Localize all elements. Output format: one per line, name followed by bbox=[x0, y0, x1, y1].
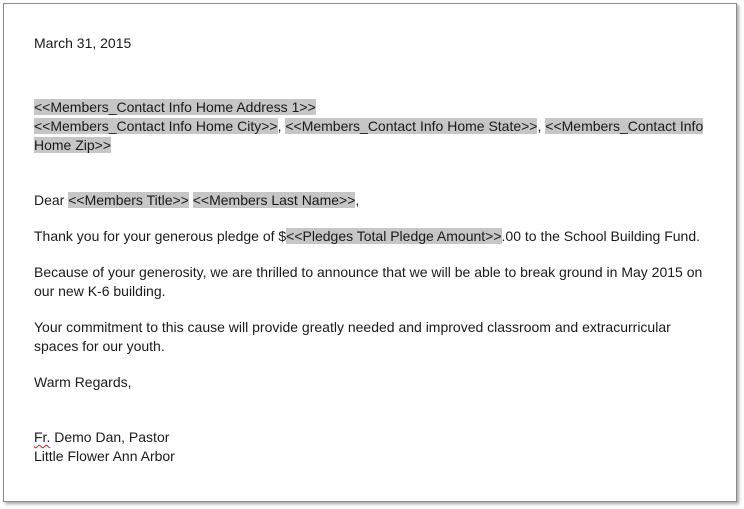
closing: Warm Regards, bbox=[34, 374, 132, 390]
separator: , bbox=[537, 118, 546, 134]
merge-field-home-zip[interactable]: <<Members_Contact Info Home Zip>> bbox=[34, 118, 704, 153]
merge-field-members-last-name[interactable]: <<Members Last Name>> bbox=[192, 192, 356, 208]
merge-field-home-state[interactable]: <<Members_Contact Info Home State>> bbox=[285, 118, 538, 134]
generosity-paragraph: Because of your generosity, we are thrilled to announce that we will be able to break ground in May 2015 on our new K-6 building. bbox=[34, 264, 703, 299]
document-page bbox=[3, 3, 737, 502]
spellcheck-word[interactable]: Fr. bbox=[34, 429, 51, 445]
salutation-suffix: , bbox=[355, 192, 360, 208]
merge-field-members-title[interactable]: <<Members Title>> bbox=[68, 192, 189, 208]
salutation bbox=[34, 191, 714, 210]
signature-name-rest: Demo Dan, Pastor bbox=[50, 429, 170, 445]
thanks-suffix: .00 to the School Building Fund. bbox=[501, 228, 700, 244]
signature-name bbox=[34, 428, 714, 447]
merge-field-pledge-amount[interactable]: <<Pledges Total Pledge Amount>> bbox=[286, 228, 502, 244]
merge-field-home-address-1[interactable]: <<Members_Contact Info Home Address 1>> bbox=[34, 99, 316, 115]
letter-date: March 31, 2015 bbox=[34, 35, 132, 51]
address-line-2 bbox=[34, 117, 714, 155]
address-block bbox=[34, 98, 714, 155]
salutation-prefix: Dear bbox=[34, 192, 69, 208]
thanks-prefix: Thank you for your generous pledge of $ bbox=[34, 228, 287, 244]
signature-organization: Little Flower Ann Arbor bbox=[34, 448, 175, 464]
address-line-1 bbox=[34, 98, 714, 117]
merge-field-home-city[interactable]: <<Members_Contact Info Home City>> bbox=[34, 118, 278, 134]
letter-body bbox=[34, 34, 714, 466]
signature-block bbox=[34, 428, 714, 466]
commitment-paragraph: Your commitment to this cause will provide greatly needed and improved classroom and extracurricular spaces for our youth. bbox=[34, 319, 671, 354]
thanks-paragraph bbox=[34, 227, 714, 246]
separator: , bbox=[277, 118, 286, 134]
